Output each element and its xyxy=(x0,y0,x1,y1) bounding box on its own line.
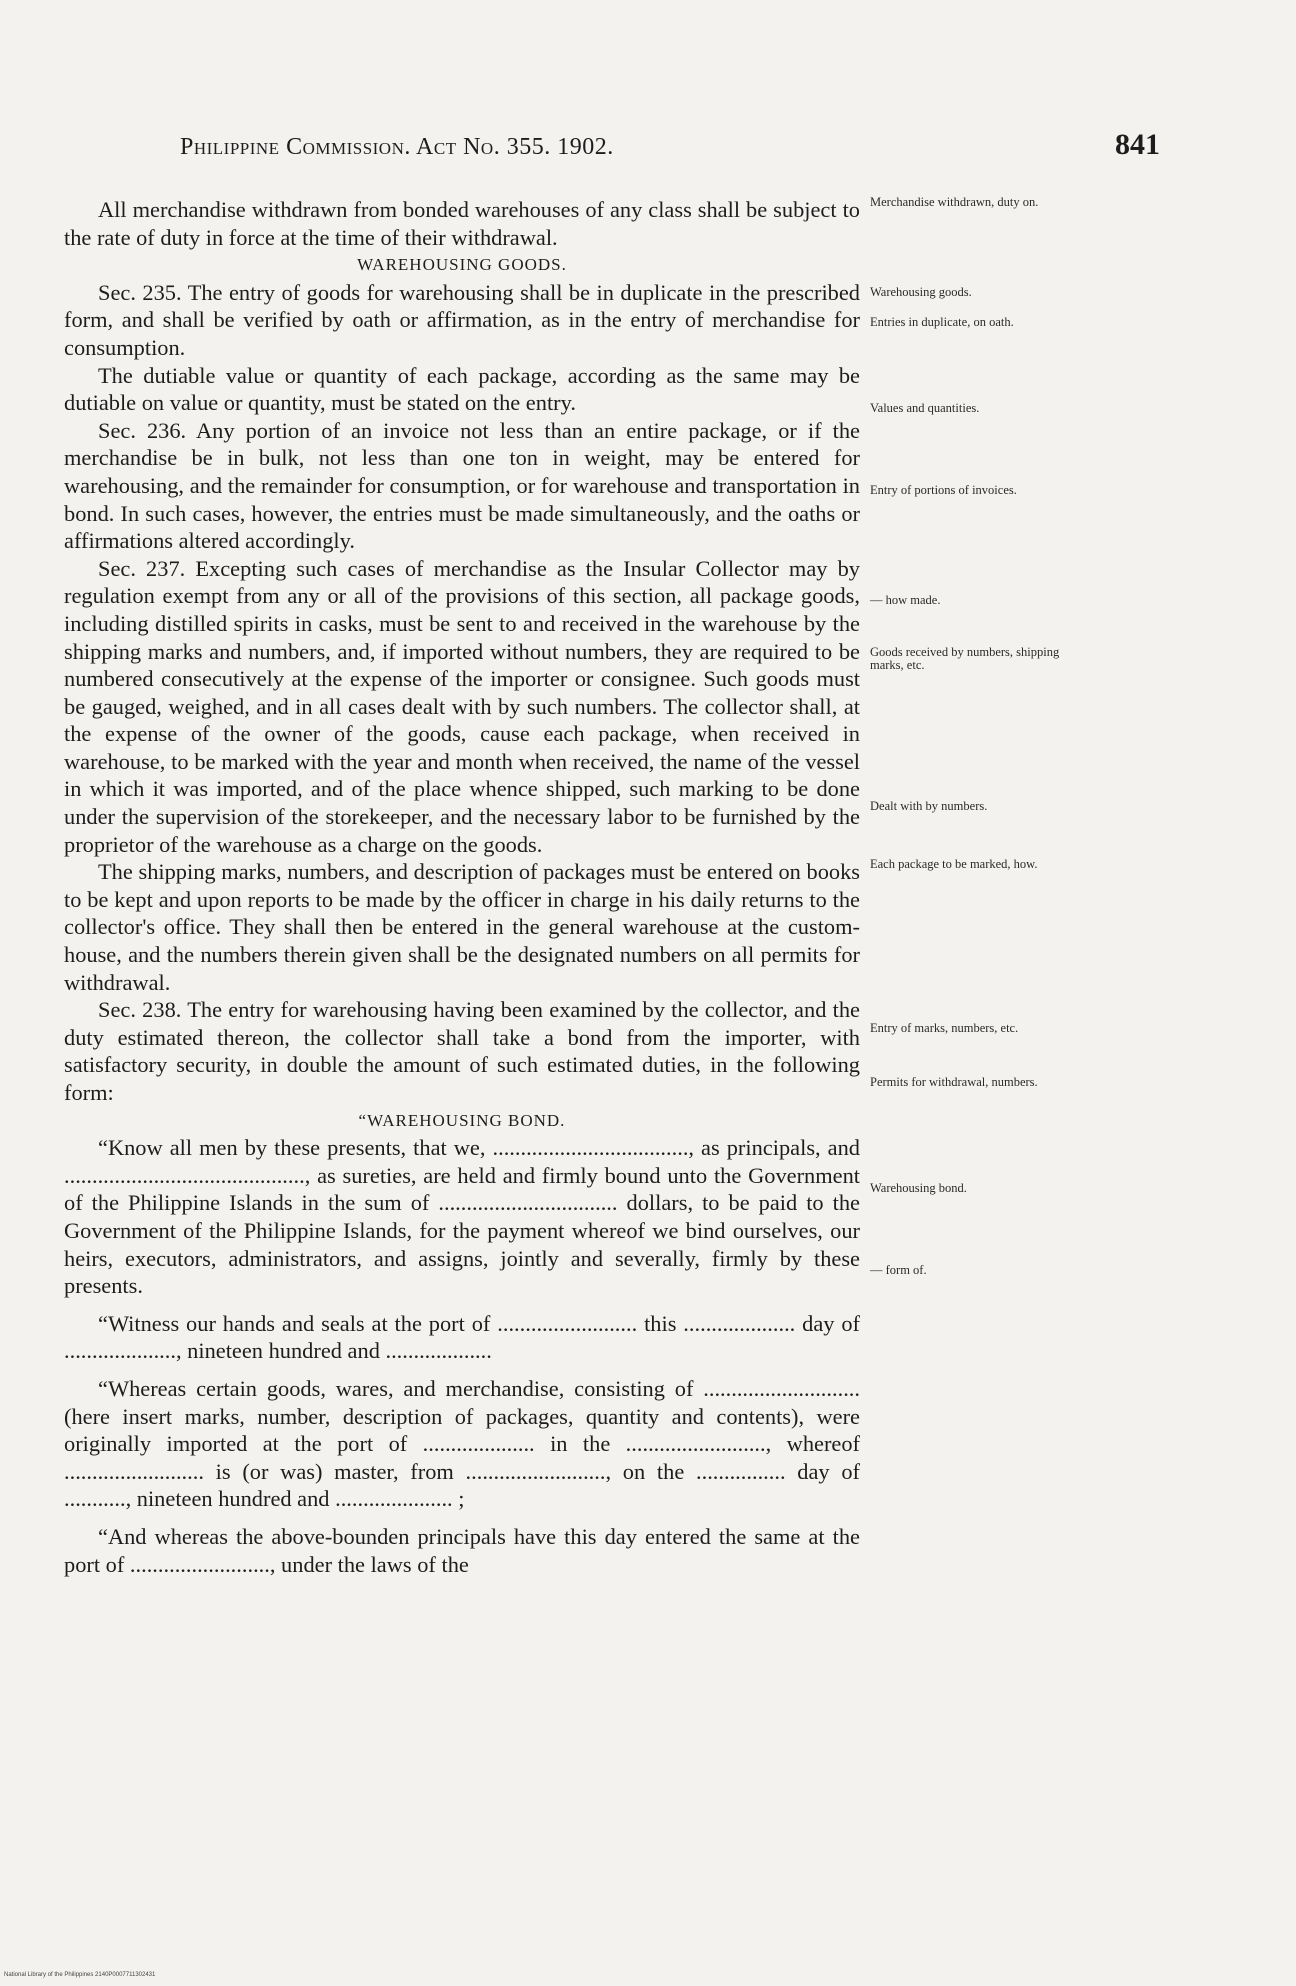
bond-form-witness: “Witness our hands and seals at the port of ......................... this .................... day of ...................., nineteen hundred and ................... xyxy=(64,1310,860,1364)
margin-note-how-made: — how made. xyxy=(870,593,941,607)
paragraph-sec-237: Sec. 237. Excepting such cases of merchandise as the Insular Collector may by regulation exempt from any or all of the provisions of this section, all package goods, including distilled spirits in casks, must be sent to and received in the warehouse by the shipping marks and numbers, and, if imported without numbers, they are required to be numbered consecutively at the expense of the importer or consignee. Such goods must be gauged, weighed, and in all cases dealt with by such numbers. The collector shall, at the expense of the owner of the goods, cause each package, when received in warehouse, to be marked with the year and month when received, the name of the vessel in which it was imported, and of the place whence shipped, such marking to be done under the supervision of the storekeeper, and the necessary labor to be furnished by the proprietor of the warehouse as a charge on the goods. xyxy=(64,555,860,857)
margin-note-entries-duplicate: Entries in duplicate, on oath. xyxy=(870,315,1014,329)
margin-note-each-package: Each package to be marked, how. xyxy=(870,857,1038,871)
running-title: Philippine Commission. Act No. 355. 1902. xyxy=(180,134,614,160)
heading-warehousing-bond: “WAREHOUSING BOND. xyxy=(358,1110,566,1130)
margin-note-warehousing-goods: Warehousing goods. xyxy=(870,285,972,299)
library-stamp: National Library of the Philippines 2140P0007711302431 xyxy=(4,1972,156,1978)
margin-note-form-of: — form of. xyxy=(870,1263,927,1277)
margin-note-dealt-with-numbers: Dealt with by numbers. xyxy=(870,799,988,813)
margin-note-entry-of-marks: Entry of marks, numbers, etc. xyxy=(870,1021,1019,1035)
margin-note-entry-portions: Entry of portions of invoices. xyxy=(870,483,1017,497)
margin-note-values-quantities: Values and quantities. xyxy=(870,401,980,415)
margin-note-goods-received: Goods received by numbers, shipping marks, etc. xyxy=(870,645,1060,672)
heading-warehousing-goods: WAREHOUSING GOODS. xyxy=(357,255,567,275)
body-text xyxy=(64,196,860,1578)
margin-note-permits-withdrawal: Permits for withdrawal, numbers. xyxy=(870,1075,1038,1089)
paragraph-withdrawn: All merchandise withdrawn from bonded warehouses of any class shall be subject to the rate of duty in force at the time of their withdrawal. xyxy=(64,197,860,250)
bond-form-know-all-men: “Know all men by these presents, that we, ..................................., as principals, and ..........................................., as sureties, are held and firmly bound unto the Government of the Philippine Islands in the sum of ................................ dollars, to be paid to the Government of the Philippine Islands, for the payment whereof we bind ourselves, our heirs, executors, administrators, and assigns, jointly and severally, firmly by these presents. xyxy=(64,1135,860,1299)
page-number: 841 xyxy=(1115,128,1160,161)
margin-note-merchandise-withdrawn: Merchandise withdrawn, duty on. xyxy=(870,195,1039,209)
paragraph-dutiable-value: The dutiable value or quantity of each package, according as the same may be dutiable on value or quantity, must be stated on the entry. xyxy=(64,362,860,416)
bond-form-and-whereas: “And whereas the above-bounden principals have this day entered the same at the port of ........................., under the laws of the xyxy=(64,1523,860,1577)
page-header xyxy=(180,128,1160,168)
paragraph-sec-236: Sec. 236. Any portion of an invoice not less than an entire package, or if the merchandise be in bulk, not less than one ton in weight, may be entered for warehousing, and the remainder for consumption, or for warehouse and transportation in bond. In such cases, however, the entries must be made simultaneously, and the oaths or affirmations altered accordingly. xyxy=(64,417,860,554)
paragraph-shipping-marks: The shipping marks, numbers, and description of packages must be entered on books to be kept and upon reports to be made by the officer in charge in his daily returns to the collector's office. They shall then be entered in the general warehouse at the custom-house, and the numbers therein given shall be the designated numbers on all permits for withdrawal. xyxy=(64,859,860,995)
paragraph-sec-238: Sec. 238. The entry for warehousing having been examined by the collector, and the duty estimated thereon, the collector shall take a bond from the importer, with satisfactory security, in double the amount of such estimated duties, in the following form: xyxy=(64,997,860,1105)
margin-note-warehousing-bond: Warehousing bond. xyxy=(870,1181,967,1195)
bond-form-whereas: “Whereas certain goods, wares, and merchandise, consisting of ............................ (here insert marks, number, description of packages, quantity and contents), were originally imported at the port of .................... in the ........................., whereof ......................... is (or was) master, from ........................., on the ................ day of ..........., nineteen hundred and ..................... ; xyxy=(64,1375,860,1512)
paragraph-sec-235: Sec. 235. The entry of goods for warehousing shall be in duplicate in the prescribed form, and shall be verified by oath or affirmation, as in the entry of merchandise for consumption. xyxy=(64,279,860,360)
